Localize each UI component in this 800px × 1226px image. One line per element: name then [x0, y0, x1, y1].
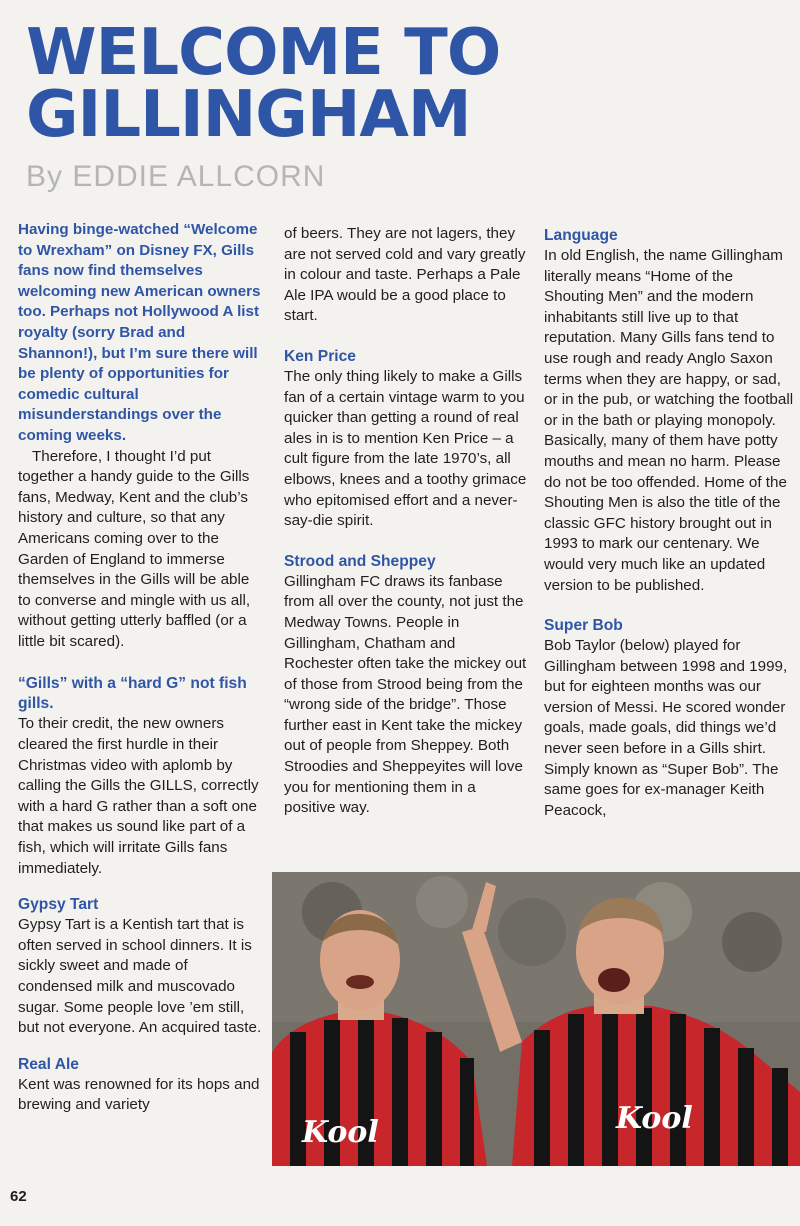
byline: By EDDIE ALLCORN: [26, 160, 326, 193]
sponsor-logo-left: Kool: [302, 1115, 379, 1150]
title-line-1: WELCOME TO: [26, 16, 501, 90]
players-photo: [272, 872, 800, 1166]
section-heading-gypsy-tart: Gypsy Tart: [18, 896, 99, 914]
section-text-ken-price: The only thing likely to make a Gills fan of a certain vintage warm to you quicker than getting a round of real ales in is to mention Ken Price – a cult figure from the late 1970’s, all elbows, knees and a toothy grimace who epitomised effort and a never-say-die spirit.: [284, 367, 527, 530]
players-illustration: [272, 872, 800, 1166]
column-3: [544, 226, 794, 821]
section-heading-ken-price: Ken Price: [284, 347, 356, 365]
section-heading-real-ale: Real Ale: [18, 1055, 79, 1073]
intro-paragraph: Therefore, I thought I’d put together a handy guide to the Gills fans, Medway, Kent and the club’s history and culture, so that any Americans coming over to the Garden of England to immerse themselves in the Gills will be able to converse and mingle with us all, without getting utterly baffled (or a little bit scared).: [18, 447, 251, 650]
section-heading-super-bob: Super Bob: [544, 617, 623, 635]
section-heading-language: Language: [544, 227, 618, 244]
section-heading-strood: Strood and Sheppey: [284, 552, 436, 570]
column-2: [284, 224, 528, 819]
column-1: [18, 220, 264, 1116]
section-text-real-ale-cont: of beers. They are not lagers, they are not served cold and vary greatly in colour and taste. Perhaps a Pale Ale IPA would be a good place to start.: [284, 225, 526, 325]
section-text-language: In old English, the name Gillingham literally means “Home of the Shouting Men” and the modern inhabitants still live up to that reputation. Many Gills fans tend to use rough and ready Anglo Saxon terms when they are happy, or sad, or in the pub, or watching the football or in the bath or playing monopoly. Basically, many of them have potty mouths and mean no harm. Please do not be too offended. Home of the Shouting Men is also the title of the classic GFC history brought out in 1993 to mark our centenary. We would very much like an updated version to be published.: [544, 247, 794, 594]
lead-paragraph: Having binge-watched “Welcome to Wrexham” on Disney FX, Gills fans now find themselves welcoming new American owners too. Perhaps not Hollywood A list royalty (sorry Brad and Shannon!), but I’m sure there will be plenty of opportunities for comedic cultural misunderstandings over the coming weeks.: [18, 221, 261, 444]
section-heading-gills: “Gills” with a “hard G” not fish gills.: [18, 675, 247, 713]
section-text-gypsy-tart: Gypsy Tart is a Kentish tart that is often served in school dinners. It is sickly sweet and made of condensed milk and muscovado sugar. Some people love ’em still, but not everyone. An acquired taste.: [18, 916, 262, 1037]
title-line-2: GILLINGHAM: [26, 78, 471, 152]
article-title: [26, 16, 501, 152]
section-text-strood: Gillingham FC draws its fanbase from all over the county, not just the Medway Towns. People in Gillingham, Chatham and Rochester often take the mickey out of those from Strood being from the “wrong side of the bridge”. Those further east in Kent take the mickey out of people from Sheppey. Both Stroodies and Sheppeyites will love you for mentioning them in a positive way.: [284, 572, 527, 817]
section-text-real-ale: Kent was renowned for its hops and brewing and variety: [18, 1075, 260, 1114]
sponsor-logo-right: Kool: [616, 1101, 693, 1136]
section-text-super-bob: Bob Taylor (below) played for Gillingham between 1998 and 1999, but for eighteen months was our version of Messi. He scored wonder goals, made goals, did things we’d never seen before in a Gills shirt. Simply known as “Super Bob”. The same goes for ex-manager Keith Peacock,: [544, 637, 788, 819]
section-text-gills: To their credit, the new owners cleared the first hurdle in their Christmas video with aplomb by calling the Gills the GILLS, correctly with a hard G rather than a soft one that makes us sound like part of a fish, which will irritate Gills fans immediately.: [18, 715, 259, 877]
page-number: 62: [10, 1188, 27, 1205]
